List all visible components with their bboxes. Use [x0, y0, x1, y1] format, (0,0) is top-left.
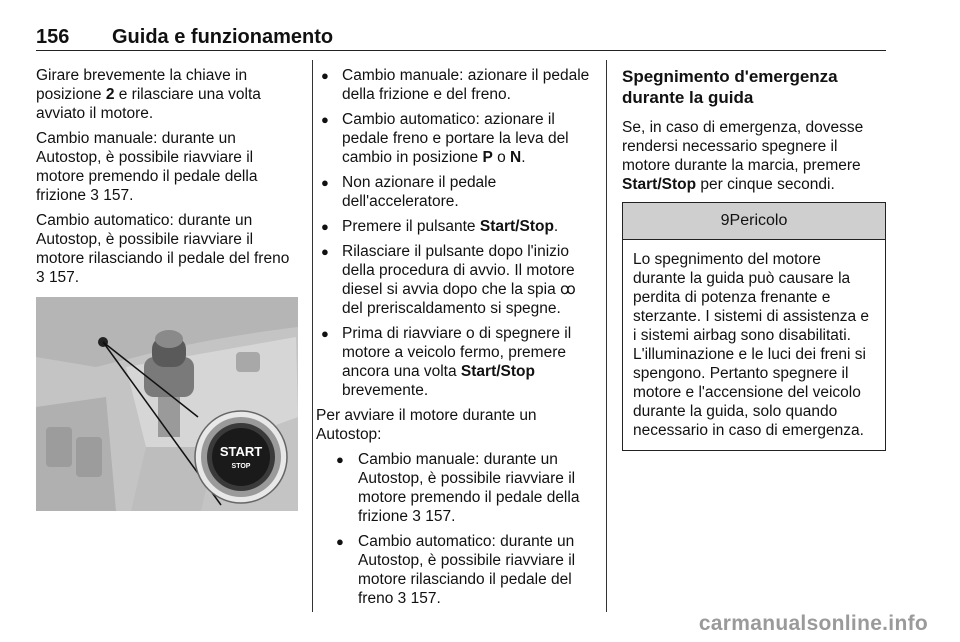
page-number: 156 [36, 26, 70, 48]
column-right [622, 66, 886, 451]
list-item: ● Cambio automatico: durante un Autostop, è possibile riavviare il motore rilasciando il pedale del freno 3 157. [316, 532, 592, 608]
paragraph: Cambio manuale: durante un Autostop, è possibile riavviare il motore premendo il pedale della frizione 3 157. [36, 130, 258, 204]
column-divider [312, 60, 313, 612]
watermark: carmanualsonline.info [698, 612, 928, 635]
list-item: ● Non azionare il pedale dell'acceleratore. [316, 173, 592, 211]
list-item: ● Cambio automatico: azionare il pedale freno e portare la leva del cambio in posizione P o N. [316, 110, 592, 167]
column-divider [606, 60, 607, 612]
page-ref[interactable]: 3 157. [90, 187, 134, 204]
paragraph: Cambio automatico: durante un Autostop, è possibile riavviare il motore rilasciando il pedale del freno 3 157. [36, 212, 290, 286]
ref-arrow-icon: 3 [90, 187, 99, 204]
warning-box [622, 202, 886, 451]
ref-arrow-icon: 3 [397, 590, 407, 607]
warning-title: Pericolo [729, 212, 788, 229]
list-item: ● Prima di riavviare o di spegnere il motore a veicolo fermo, premere ancora una volta Start/Stop brevemente. [316, 324, 592, 400]
start-label: START [219, 444, 263, 459]
dashboard-illustration [36, 297, 298, 511]
running-title: Guida e funzionamento [112, 26, 334, 48]
start-stop-figure [36, 297, 298, 511]
page-ref[interactable]: 3 157. [397, 590, 441, 607]
glow-plug-icon: ꝏ [560, 281, 576, 298]
list-item: ● Cambio manuale: durante un Autostop, è possibile riavviare il motore premendo il pedale della frizione 3 157. [316, 450, 592, 526]
list-item: ● Premere il pulsante Start/Stop. [316, 217, 592, 236]
section-title: Spegnimento d'emergenza durante la guida [622, 67, 838, 107]
sub-bullet-list [316, 450, 592, 608]
paragraph: Girare brevemente la chiave in posizione 2 e rilasciare una volta avviato il motore. [36, 67, 261, 122]
ref-arrow-icon: 3 [412, 508, 421, 525]
column-middle [316, 66, 592, 614]
paragraph: Se, in caso di emergenza, dovesse rendersi necessario spegnere il motore durante la marcia, premere Start/Stop per cinque secondi. [622, 119, 864, 193]
list-item: ● Cambio manuale: azionare il pedale della frizione e del freno. [316, 66, 592, 104]
warning-text: Lo spegnimento del motore durante la guida può causare la perdita di potenza frenante e sterzante. I sistemi di assistenza e i sistemi airbag sono disabilitati. L'illuminazione e le luci dei freni si spengono. Pertanto spegnere il motore e l'accensione del veicolo durante la guida, solo quando necessario in caso di emergenza. [633, 251, 870, 439]
warning-icon: 9 [720, 212, 730, 229]
list-item: ● Rilasciare il pulsante dopo l'inizio della procedura di avvio. Il motore diesel si avvia dopo che la spia ꝏ del preriscaldamento si spegne. [316, 242, 592, 318]
warning-header [623, 203, 885, 240]
ref-arrow-icon: 3 [36, 269, 45, 286]
paragraph: Per avviare il motore durante un Autostop: [316, 407, 537, 443]
page-header [36, 26, 886, 51]
stop-label: STOP [231, 463, 251, 470]
page-ref[interactable]: 3 157. [36, 269, 80, 286]
bullet-list [316, 66, 592, 400]
page-ref[interactable]: 3 157. [412, 508, 456, 525]
